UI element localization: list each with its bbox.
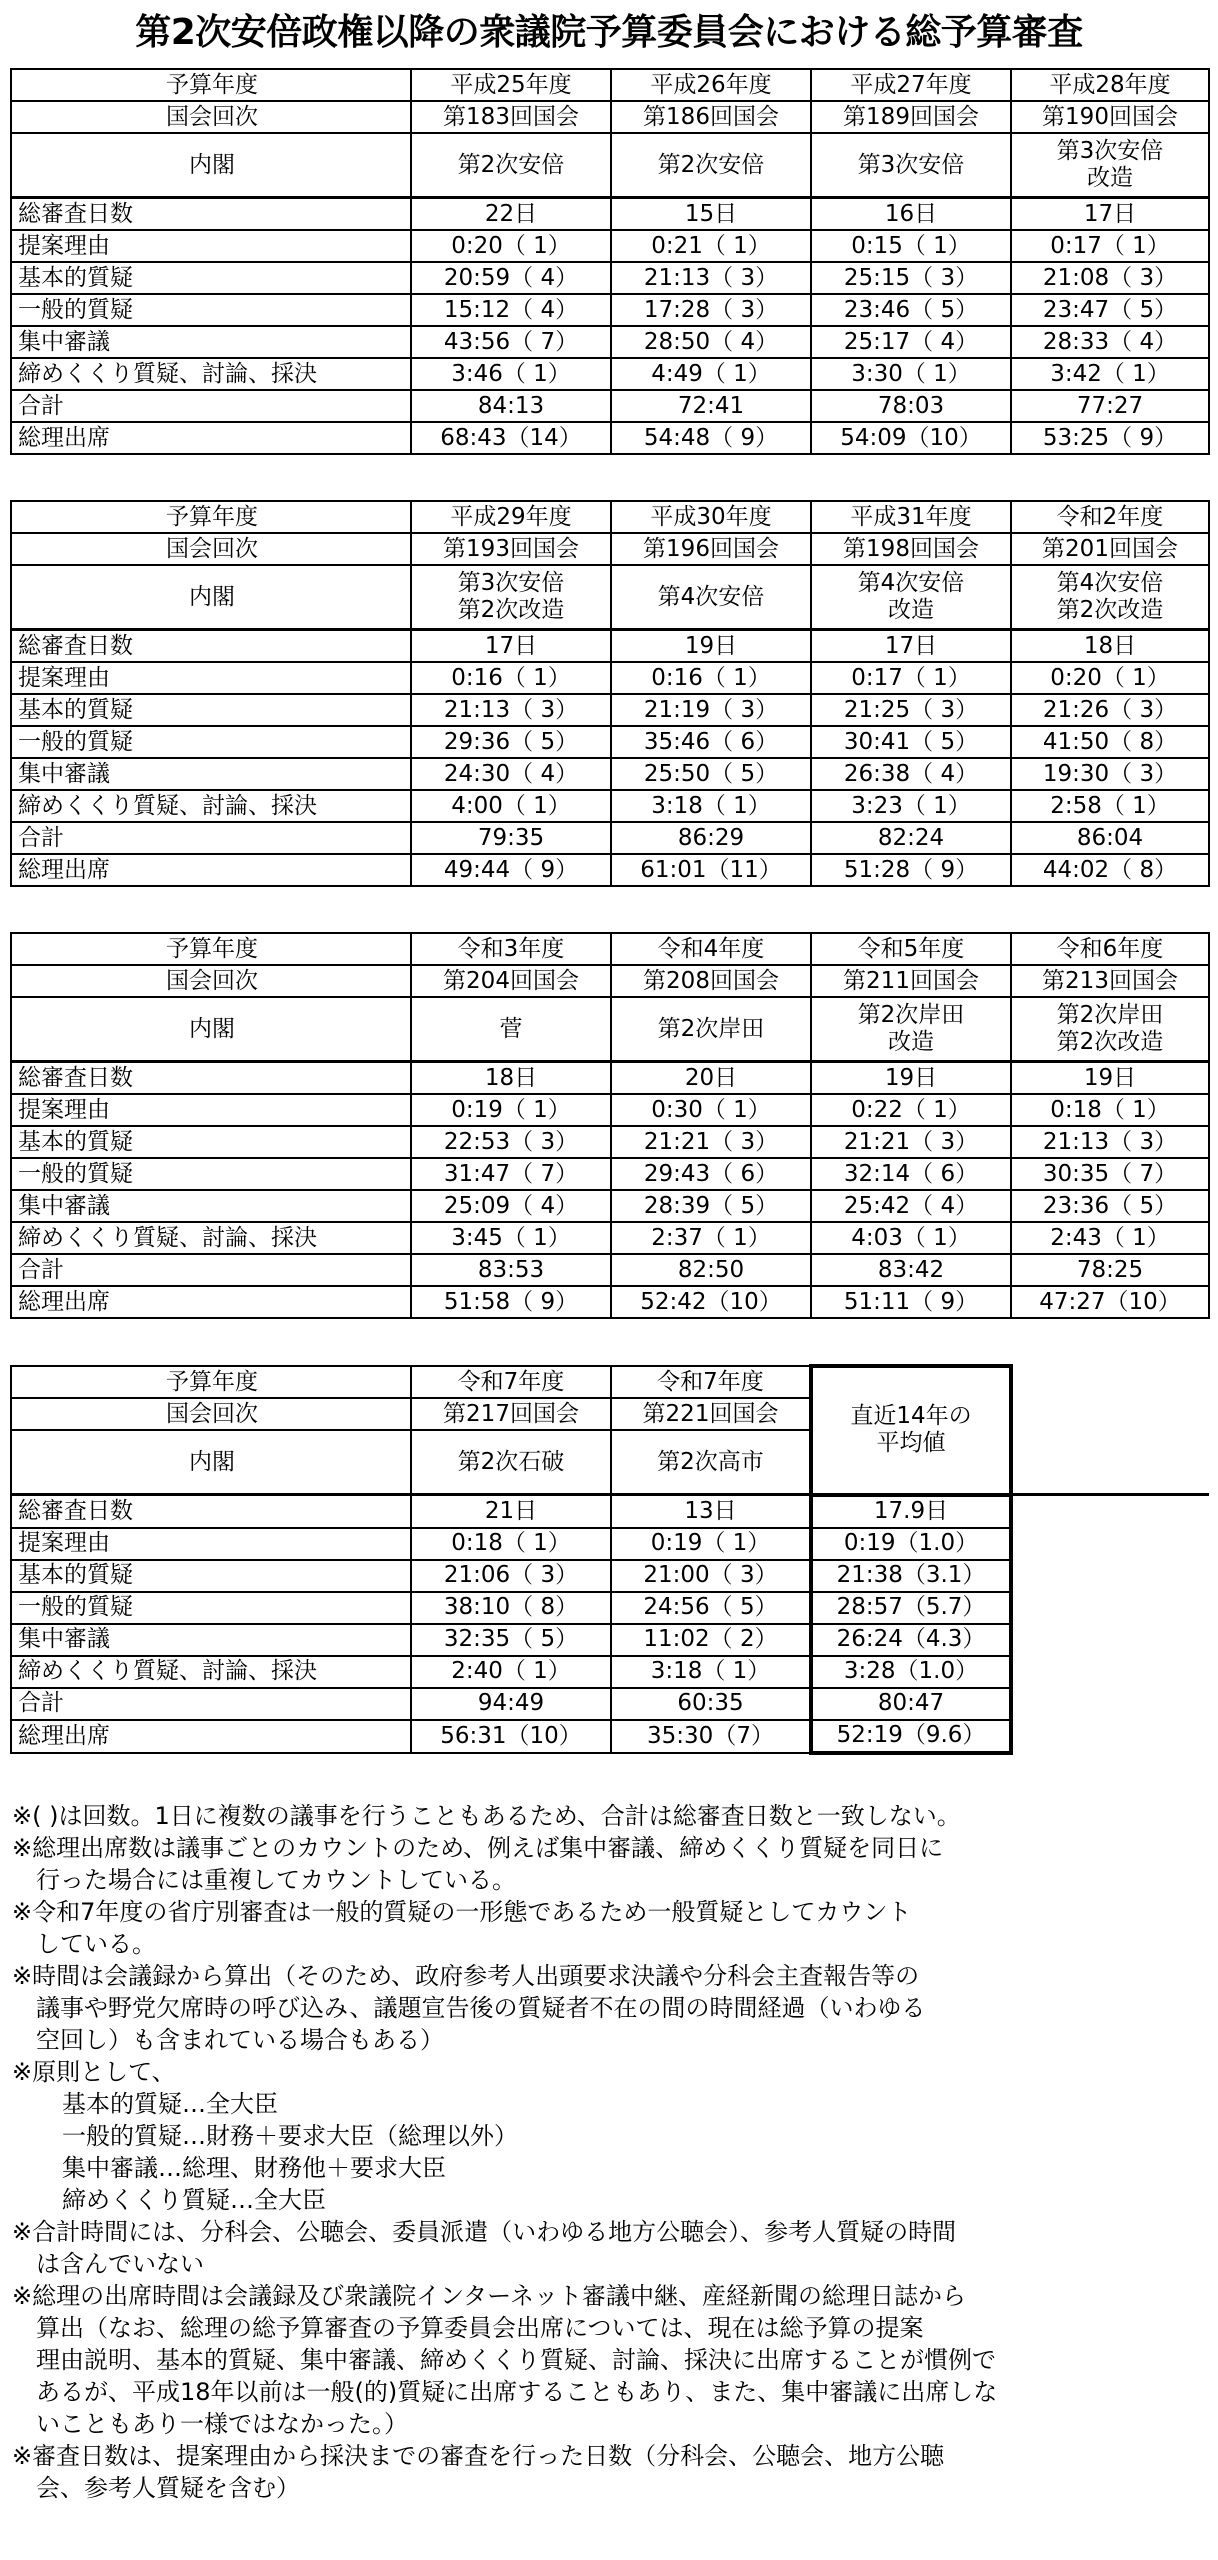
- row-label-days: 総審査日数: [11, 630, 411, 663]
- cell-intensive: 11:02（ 2）: [611, 1624, 811, 1656]
- cell-proposal: 0:15（ 1）: [811, 230, 1011, 262]
- average-pm: 52:19（9.6）: [811, 1720, 1011, 1753]
- cell-closing: 3:46（ 1）: [411, 358, 611, 390]
- cell-general: 32:14（ 6）: [811, 1158, 1011, 1190]
- row-label-general: 一般的質疑: [11, 294, 411, 326]
- cell-pm: 51:28（ 9）: [811, 854, 1011, 886]
- empty-cell: [1011, 1688, 1209, 1720]
- cabinet-line1: 第2次安倍: [457, 151, 565, 178]
- cell-cabinet: [611, 565, 811, 630]
- cell-total: 77:27: [1011, 390, 1209, 422]
- cabinet-line1: 第2次安倍: [657, 151, 765, 178]
- cell-days: 19日: [1011, 1062, 1209, 1095]
- cell-diet: 第213回国会: [1011, 965, 1209, 997]
- cell-diet: 第196回国会: [611, 533, 811, 565]
- row-label-closing: 締めくくり質疑、討論、採決: [11, 358, 411, 390]
- cell-closing: 3:18（ 1）: [611, 1656, 811, 1688]
- cell-general: 29:43（ 6）: [611, 1158, 811, 1190]
- cell-closing: 3:30（ 1）: [811, 358, 1011, 390]
- row-label-basic: 基本的質疑: [11, 694, 411, 726]
- cell-year: 平成27年度: [811, 69, 1011, 101]
- cell-days: 13日: [611, 1495, 811, 1528]
- cell-general: 29:36（ 5）: [411, 726, 611, 758]
- cell-closing: 4:49（ 1）: [611, 358, 811, 390]
- row-label-year: 予算年度: [11, 501, 411, 533]
- cell-cabinet: [811, 133, 1011, 198]
- note-2-cont: 行った場合には重複してカウントしている。: [36, 1866, 516, 1894]
- empty-cell: [1011, 1528, 1209, 1560]
- cell-general: 24:56（ 5）: [611, 1592, 811, 1624]
- cell-pm: 49:44（ 9）: [411, 854, 611, 886]
- cell-total: 84:13: [411, 390, 611, 422]
- cell-closing: 2:40（ 1）: [411, 1656, 611, 1688]
- row-label-total: 合計: [11, 1688, 411, 1720]
- note-6-cont: は含んでいない: [36, 2250, 204, 2278]
- cell-pm: 54:09（10）: [811, 422, 1011, 454]
- cabinet-line1: 第2次岸田: [857, 1002, 965, 1028]
- note-5-intensive: 集中審議…総理、財務他＋要求大臣: [62, 2154, 446, 2182]
- cell-closing: 2:58（ 1）: [1011, 790, 1209, 822]
- row-label-diet: 国会回次: [11, 1398, 411, 1430]
- note-3: ※令和7年度の省庁別審査は一般的質疑の一形態であるため一般質疑としてカウント: [12, 1898, 912, 1926]
- row-label-intensive: 集中審議: [11, 326, 411, 358]
- cell-intensive: 25:42（ 4）: [811, 1190, 1011, 1222]
- row-label-proposal: 提案理由: [11, 1094, 411, 1126]
- cell-diet: 第211回国会: [811, 965, 1011, 997]
- cell-year: 令和2年度: [1011, 501, 1209, 533]
- row-label-proposal: 提案理由: [11, 230, 411, 262]
- cabinet-line2: 第2次改造: [1056, 1029, 1164, 1055]
- cell-intensive: 26:38（ 4）: [811, 758, 1011, 790]
- cell-proposal: 0:22（ 1）: [811, 1094, 1011, 1126]
- row-label-pm: 総理出席: [11, 1720, 411, 1753]
- cell-days: 18日: [411, 1062, 611, 1095]
- note-8: ※審査日数は、提案理由から採決までの審査を行った日数（分科会、公聴会、地方公聴: [12, 2442, 945, 2470]
- cell-year: 令和7年度: [411, 1366, 611, 1398]
- average-basic: 21:38（3.1）: [811, 1560, 1011, 1592]
- cell-pm: 47:27（10）: [1011, 1286, 1209, 1318]
- empty-cell: [1011, 1366, 1209, 1398]
- cabinet-line1: 第2次岸田: [1056, 1002, 1164, 1028]
- cell-diet: 第217回国会: [411, 1398, 611, 1430]
- cell-total: 78:03: [811, 390, 1011, 422]
- cell-pm: 56:31（10）: [411, 1720, 611, 1753]
- cell-total: 72:41: [611, 390, 811, 422]
- row-label-diet: 国会回次: [11, 965, 411, 997]
- cell-year: 令和6年度: [1011, 933, 1209, 965]
- row-label-basic: 基本的質疑: [11, 1126, 411, 1158]
- cell-cabinet: [411, 997, 611, 1062]
- row-label-year: 予算年度: [11, 933, 411, 965]
- row-label-total: 合計: [11, 390, 411, 422]
- cabinet-line1: 菅: [499, 1015, 523, 1042]
- cell-closing: 3:45（ 1）: [411, 1222, 611, 1254]
- cell-closing: 2:37（ 1）: [611, 1222, 811, 1254]
- cell-days: 22日: [411, 198, 611, 231]
- average-intensive: 26:24（4.3）: [811, 1624, 1011, 1656]
- row-label-days: 総審査日数: [11, 1062, 411, 1095]
- budget-table-4: [10, 1364, 1209, 1755]
- empty-cell: [1011, 1624, 1209, 1656]
- cabinet-line2: 第2次改造: [1056, 597, 1164, 623]
- cell-proposal: 0:16（ 1）: [611, 662, 811, 694]
- row-label-pm: 総理出席: [11, 854, 411, 886]
- cell-general: 23:47（ 5）: [1011, 294, 1209, 326]
- cabinet-line1: 第3次安倍: [857, 151, 965, 178]
- note-5-basic: 基本的質疑…全大臣: [62, 2090, 278, 2118]
- row-label-year: 予算年度: [11, 1366, 411, 1398]
- cell-intensive: 25:09（ 4）: [411, 1190, 611, 1222]
- cell-basic: 21:25（ 3）: [811, 694, 1011, 726]
- cell-diet: 第193回国会: [411, 533, 611, 565]
- cell-year: 平成26年度: [611, 69, 811, 101]
- cabinet-line2: 改造: [888, 597, 934, 623]
- cell-basic: 21:06（ 3）: [411, 1560, 611, 1592]
- cell-proposal: 0:19（ 1）: [611, 1528, 811, 1560]
- cell-diet: 第190回国会: [1011, 101, 1209, 133]
- row-label-closing: 締めくくり質疑、討論、採決: [11, 1222, 411, 1254]
- cell-total: 94:49: [411, 1688, 611, 1720]
- page-title: 第2次安倍政権以降の衆議院予算委員会における総予算審査: [135, 12, 1083, 53]
- cabinet-line1: 第4次安倍: [857, 570, 965, 596]
- cabinet-line1: 第3次安倍: [1056, 138, 1164, 164]
- cell-general: 23:46（ 5）: [811, 294, 1011, 326]
- cell-days: 17日: [811, 630, 1011, 663]
- cell-intensive: 28:33（ 4）: [1011, 326, 1209, 358]
- cell-cabinet: [611, 997, 811, 1062]
- cell-basic: 25:15（ 3）: [811, 262, 1011, 294]
- cell-year: 平成25年度: [411, 69, 611, 101]
- cell-days: 15日: [611, 198, 811, 231]
- average-closing: 3:28（1.0）: [811, 1656, 1011, 1688]
- row-label-proposal: 提案理由: [11, 1528, 411, 1560]
- cell-basic: 21:13（ 3）: [411, 694, 611, 726]
- row-label-diet: 国会回次: [11, 101, 411, 133]
- cell-general: 30:41（ 5）: [811, 726, 1011, 758]
- cell-days: 17日: [1011, 198, 1209, 231]
- cell-pm: 61:01（11）: [611, 854, 811, 886]
- cell-diet: 第201回国会: [1011, 533, 1209, 565]
- cell-general: 38:10（ 8）: [411, 1592, 611, 1624]
- cabinet-line2: 改造: [1087, 165, 1133, 191]
- cell-pm: 35:30（7）: [611, 1720, 811, 1753]
- cell-proposal: 0:30（ 1）: [611, 1094, 811, 1126]
- average-total: 80:47: [811, 1688, 1011, 1720]
- cell-pm: 68:43（14）: [411, 422, 611, 454]
- cell-basic: 21:13（ 3）: [1011, 1126, 1209, 1158]
- row-label-basic: 基本的質疑: [11, 1560, 411, 1592]
- cell-basic: 21:00（ 3）: [611, 1560, 811, 1592]
- cell-pm: 52:42（10）: [611, 1286, 811, 1318]
- row-label-days: 総審査日数: [11, 1495, 411, 1528]
- cell-total: 82:24: [811, 822, 1011, 854]
- note-6: ※合計時間には、分科会、公聴会、委員派遣（いわゆる地方公聴会）、参考人質疑の時間: [12, 2218, 957, 2246]
- cell-diet: 第221回国会: [611, 1398, 811, 1430]
- cell-proposal: 0:20（ 1）: [1011, 662, 1209, 694]
- cabinet-line1: 第2次高市: [657, 1448, 764, 1475]
- cell-pm: 53:25（ 9）: [1011, 422, 1209, 454]
- cell-intensive: 32:35（ 5）: [411, 1624, 611, 1656]
- cabinet-line1: 第2次石破: [457, 1448, 565, 1475]
- row-label-general: 一般的質疑: [11, 726, 411, 758]
- cell-diet: 第208回国会: [611, 965, 811, 997]
- row-label-general: 一般的質疑: [11, 1158, 411, 1190]
- row-label-pm: 総理出席: [11, 1286, 411, 1318]
- empty-cell: [1011, 1495, 1209, 1528]
- cell-days: 19日: [611, 630, 811, 663]
- notes: [12, 1800, 1208, 2504]
- cell-year: 平成30年度: [611, 501, 811, 533]
- cell-proposal: 0:17（ 1）: [811, 662, 1011, 694]
- cell-cabinet: [411, 565, 611, 630]
- cell-intensive: 25:17（ 4）: [811, 326, 1011, 358]
- cell-proposal: 0:17（ 1）: [1011, 230, 1209, 262]
- cell-proposal: 0:16（ 1）: [411, 662, 611, 694]
- cell-closing: 3:42（ 1）: [1011, 358, 1209, 390]
- cell-closing: 3:18（ 1）: [611, 790, 811, 822]
- cell-total: 78:25: [1011, 1254, 1209, 1286]
- cell-days: 19日: [811, 1062, 1011, 1095]
- row-label-pm: 総理出席: [11, 422, 411, 454]
- cell-year: 平成28年度: [1011, 69, 1209, 101]
- cell-year: 令和5年度: [811, 933, 1011, 965]
- cell-cabinet: [1011, 565, 1209, 630]
- row-label-closing: 締めくくり質疑、討論、採決: [11, 1656, 411, 1688]
- cell-general: 15:12（ 4）: [411, 294, 611, 326]
- empty-cell: [1011, 1656, 1209, 1688]
- cell-intensive: 23:36（ 5）: [1011, 1190, 1209, 1222]
- row-label-cabinet: 内閣: [11, 1430, 411, 1495]
- cell-closing: 4:00（ 1）: [411, 790, 611, 822]
- row-label-diet: 国会回次: [11, 533, 411, 565]
- cell-days: 16日: [811, 198, 1011, 231]
- cell-cabinet: [611, 133, 811, 198]
- empty-cell: [1011, 1720, 1209, 1753]
- empty-cell: [1011, 1560, 1209, 1592]
- note-7-cont-4: いこともあり一様ではなかった。）: [36, 2410, 408, 2438]
- cell-basic: 21:21（ 3）: [611, 1126, 811, 1158]
- cabinet-line1: 第4次安倍: [657, 583, 765, 610]
- average-header-line1: 直近14年の: [850, 1403, 972, 1430]
- cell-intensive: 28:39（ 5）: [611, 1190, 811, 1222]
- cell-pm: 44:02（ 8）: [1011, 854, 1209, 886]
- cell-days: 17日: [411, 630, 611, 663]
- note-5-closing: 締めくくり質疑…全大臣: [62, 2186, 326, 2214]
- cell-year: 平成29年度: [411, 501, 611, 533]
- cell-basic: 21:26（ 3）: [1011, 694, 1209, 726]
- cabinet-line1: 第3次安倍: [457, 570, 565, 596]
- cell-intensive: 24:30（ 4）: [411, 758, 611, 790]
- cell-basic: 22:53（ 3）: [411, 1126, 611, 1158]
- cell-cabinet: [1011, 133, 1209, 198]
- budget-table-1: [10, 68, 1210, 455]
- cell-cabinet: [411, 133, 611, 198]
- row-label-general: 一般的質疑: [11, 1592, 411, 1624]
- cell-days: 21日: [411, 1495, 611, 1528]
- empty-cell: [1011, 1592, 1209, 1624]
- cell-intensive: 28:50（ 4）: [611, 326, 811, 358]
- cell-year: 令和7年度: [611, 1366, 811, 1398]
- cell-year: 平成31年度: [811, 501, 1011, 533]
- row-label-intensive: 集中審議: [11, 1624, 411, 1656]
- row-label-cabinet: 内閣: [11, 565, 411, 630]
- cell-general: 30:35（ 7）: [1011, 1158, 1209, 1190]
- cell-total: 79:35: [411, 822, 611, 854]
- cell-proposal: 0:21（ 1）: [611, 230, 811, 262]
- cabinet-line1: 第2次岸田: [657, 1015, 765, 1042]
- empty-cell: [1011, 1398, 1209, 1430]
- row-label-basic: 基本的質疑: [11, 262, 411, 294]
- row-label-closing: 締めくくり質疑、討論、採決: [11, 790, 411, 822]
- cell-total: 60:35: [611, 1688, 811, 1720]
- cell-general: 35:46（ 6）: [611, 726, 811, 758]
- row-label-intensive: 集中審議: [11, 1190, 411, 1222]
- budget-table-2: [10, 500, 1210, 887]
- note-7-cont-2: 理由説明、基本的質疑、集中審議、締めくくり質疑、討論、採決に出席することが慣例で: [36, 2346, 996, 2374]
- row-label-cabinet: 内閣: [11, 997, 411, 1062]
- cell-pm: 54:48（ 9）: [611, 422, 811, 454]
- cell-closing: 4:03（ 1）: [811, 1222, 1011, 1254]
- cell-total: 83:42: [811, 1254, 1011, 1286]
- cell-diet: 第183回国会: [411, 101, 611, 133]
- note-5-general: 一般的質疑…財務＋要求大臣（総理以外）: [62, 2122, 518, 2150]
- note-5: ※原則として、: [12, 2058, 176, 2086]
- note-4-cont-1: 議事や野党欠席時の呼び込み、議題宣告後の質疑者不在の間の時間経過（いわゆる: [36, 1994, 926, 2022]
- cell-total: 86:04: [1011, 822, 1209, 854]
- average-proposal: 0:19（1.0）: [811, 1528, 1011, 1560]
- cell-proposal: 0:18（ 1）: [1011, 1094, 1209, 1126]
- budget-table-3: [10, 932, 1210, 1319]
- cell-closing: 3:23（ 1）: [811, 790, 1011, 822]
- cell-pm: 51:11（ 9）: [811, 1286, 1011, 1318]
- row-label-proposal: 提案理由: [11, 662, 411, 694]
- row-label-total: 合計: [11, 822, 411, 854]
- empty-cell: [1011, 1430, 1209, 1495]
- cell-year: 令和3年度: [411, 933, 611, 965]
- cabinet-line2: 第2次改造: [457, 597, 565, 623]
- average-general: 28:57（5.7）: [811, 1592, 1011, 1624]
- cabinet-line1: 第4次安倍: [1056, 570, 1164, 596]
- note-4-cont-2: 空回し）も含まれている場合もある）: [36, 2026, 444, 2054]
- cell-general: 31:47（ 7）: [411, 1158, 611, 1190]
- row-label-total: 合計: [11, 1254, 411, 1286]
- cell-total: 86:29: [611, 822, 811, 854]
- note-7-cont-1: 算出（なお、総理の総予算審査の予算委員会出席については、現在は総予算の提案: [36, 2314, 924, 2342]
- cell-total: 83:53: [411, 1254, 611, 1286]
- cell-basic: 21:19（ 3）: [611, 694, 811, 726]
- note-3-cont: している。: [36, 1930, 156, 1958]
- row-label-year: 予算年度: [11, 69, 411, 101]
- note-7: ※総理の出席時間は会議録及び衆議院インターネット審議中継、産経新聞の総理日誌から: [12, 2282, 966, 2310]
- average-days: 17.9日: [811, 1495, 1011, 1528]
- cell-cabinet: [411, 1430, 611, 1495]
- cell-days: 20日: [611, 1062, 811, 1095]
- cell-proposal: 0:20（ 1）: [411, 230, 611, 262]
- note-7-cont-3: あるが、平成18年以前は一般(的)質疑に出席することもあり、また、集中審議に出席しな: [36, 2378, 998, 2406]
- average-header: [811, 1366, 1011, 1495]
- note-2: ※総理出席数は議事ごとのカウントのため、例えば集中審議、締めくくり質疑を同日に: [12, 1834, 944, 1862]
- cell-cabinet: [811, 565, 1011, 630]
- average-header-line2: 平均値: [876, 1430, 946, 1457]
- cell-diet: 第204回国会: [411, 965, 611, 997]
- cell-intensive: 19:30（ 3）: [1011, 758, 1209, 790]
- cell-basic: 21:13（ 3）: [611, 262, 811, 294]
- cell-basic: 20:59（ 4）: [411, 262, 611, 294]
- cabinet-line2: 改造: [888, 1029, 934, 1055]
- cell-intensive: 25:50（ 5）: [611, 758, 811, 790]
- cell-proposal: 0:18（ 1）: [411, 1528, 611, 1560]
- cell-total: 82:50: [611, 1254, 811, 1286]
- cell-cabinet: [1011, 997, 1209, 1062]
- note-4: ※時間は会議録から算出（そのため、政府参考人出頭要求決議や分科会主査報告等の: [12, 1962, 920, 1990]
- cell-diet: 第189回国会: [811, 101, 1011, 133]
- row-label-days: 総審査日数: [11, 198, 411, 231]
- cell-proposal: 0:19（ 1）: [411, 1094, 611, 1126]
- cell-cabinet: [811, 997, 1011, 1062]
- cell-intensive: 43:56（ 7）: [411, 326, 611, 358]
- cell-general: 17:28（ 3）: [611, 294, 811, 326]
- cell-pm: 51:58（ 9）: [411, 1286, 611, 1318]
- cell-basic: 21:08（ 3）: [1011, 262, 1209, 294]
- row-label-intensive: 集中審議: [11, 758, 411, 790]
- cell-year: 令和4年度: [611, 933, 811, 965]
- cell-general: 41:50（ 8）: [1011, 726, 1209, 758]
- cell-cabinet: [611, 1430, 811, 1495]
- note-8-cont: 会、参考人質疑を含む）: [36, 2474, 300, 2502]
- cell-diet: 第186回国会: [611, 101, 811, 133]
- cell-diet: 第198回国会: [811, 533, 1011, 565]
- cell-closing: 2:43（ 1）: [1011, 1222, 1209, 1254]
- row-label-cabinet: 内閣: [11, 133, 411, 198]
- cell-basic: 21:21（ 3）: [811, 1126, 1011, 1158]
- cell-days: 18日: [1011, 630, 1209, 663]
- note-1: ※( )は回数。1日に複数の議事を行うこともあるため、合計は総審査日数と一致しない。: [12, 1802, 961, 1830]
